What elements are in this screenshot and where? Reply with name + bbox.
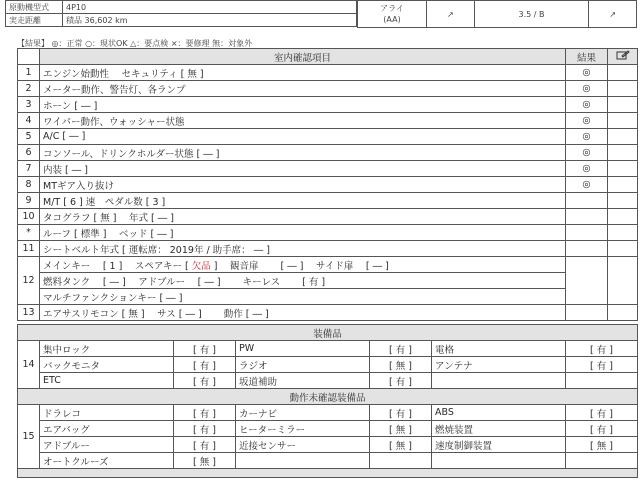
equipment-value: [ 有 ] [174, 357, 236, 373]
equipment-row [18, 453, 638, 469]
equipment-name [432, 453, 566, 469]
equipment-name: 燃焼装置 [432, 421, 566, 437]
equipment-row [18, 421, 638, 437]
equipment-table [17, 324, 638, 478]
check-result [566, 193, 608, 209]
equipment-row [18, 341, 638, 357]
equipment-name: オートクルーズ [40, 453, 174, 469]
row-number: 8 [18, 177, 40, 193]
equipment-value: [ 有 ] [174, 341, 236, 357]
alignment-sub: (AA) [383, 15, 401, 24]
check-item-text: コンソール、ドリンクホルダー状態 [ ― ] [40, 145, 566, 161]
equipment-name: PW [236, 341, 370, 357]
check-item-text: MTギア入り抜け [40, 177, 566, 193]
model-value: 4P10 [63, 1, 357, 14]
check-result: ◎ [566, 97, 608, 113]
equipment-row [18, 405, 638, 421]
result-header: 結果 [566, 49, 608, 65]
check-result: ◎ [566, 129, 608, 145]
check-result [566, 225, 608, 241]
check-row [18, 129, 638, 145]
row-number: 9 [18, 193, 40, 209]
equipment-value: [ 無 ] [370, 421, 432, 437]
equipment-name: エアバッグ [40, 421, 174, 437]
equipment-value [566, 453, 638, 469]
row-number: 14 [18, 341, 40, 389]
equipment-value: [ 有 ] [174, 373, 236, 389]
equipment-name: ABS [432, 405, 566, 421]
check-item-text: ルーフ [ 標準 ] ベッド [ ― ] [40, 225, 566, 241]
check-row [18, 193, 638, 209]
check-row [18, 177, 638, 193]
equipment-value: [ 有 ] [566, 421, 638, 437]
keys-line-3: マルチファンクションキー [ ― ] [40, 289, 566, 305]
alignment-label-cell [358, 1, 427, 28]
check-item-text: 内装 [ ― ] [40, 161, 566, 177]
check-result [566, 209, 608, 225]
check-result: ◎ [566, 177, 608, 193]
equipment-name: ドラレコ [40, 405, 174, 421]
mileage-label: 実走距離 [6, 14, 63, 27]
edit-icon [608, 49, 638, 65]
equipment-name [432, 373, 566, 389]
check-result: ◎ [566, 81, 608, 97]
alignment-table [357, 0, 637, 28]
check-row [18, 161, 638, 177]
row-number: 6 [18, 145, 40, 161]
keys-line-1 [40, 257, 566, 273]
model-label: 原動機型式 [6, 1, 63, 14]
equipment-name: ETC [40, 373, 174, 389]
equipment-value: [ 有 ] [174, 437, 236, 453]
row-number: 3 [18, 97, 40, 113]
row-number: 2 [18, 81, 40, 97]
check-row [18, 65, 638, 81]
equipment-value: [ 有 ] [174, 405, 236, 421]
keys-line-2: 燃料タンク [ ― ] アドブルー [ ― ] キーレス [ 有 ] [40, 273, 566, 289]
row-number: 5 [18, 129, 40, 145]
row-number: 12 [18, 257, 40, 305]
equipment-name: 坂道補助 [236, 373, 370, 389]
check-item-text: M/T [ 6 ] 速 ペダル数 [ 3 ] [40, 193, 566, 209]
alignment-mid: 3.5 / B [474, 1, 589, 28]
equipment-value: [ 有 ] [566, 357, 638, 373]
keys-text-a: メインキー [ 1 ] スペアキー [ [43, 260, 189, 272]
alignment-label: アライ [380, 4, 404, 13]
check-item-text: ワイパー動作、ウォッシャー状態 [40, 113, 566, 129]
row-number: 1 [18, 65, 40, 81]
check-result: ◎ [566, 161, 608, 177]
equipment-row [18, 373, 638, 389]
spare-key-missing: 欠品 [191, 260, 211, 272]
equipment-row [18, 357, 638, 373]
result-legend: 【結果】 ◎：正常 ○：現状OK △：要点検 ×：要修理 無：対象外 [17, 39, 253, 48]
equipment-value [566, 373, 638, 389]
check-item-text: タコグラフ [ 無 ] 年式 [ ― ] [40, 209, 566, 225]
check-item-text: エンジン始動性 セキュリティ [ 無 ] [40, 65, 566, 81]
row-number: 13 [18, 305, 40, 321]
equipment-name: アンテナ [432, 357, 566, 373]
interior-title: 室内確認項目 [40, 49, 566, 65]
check-item-text: シートベルト年式 [ 運転席： 2019年 / 助手席： ― ] [40, 241, 566, 257]
top-info-table [5, 0, 357, 27]
alignment-left: ↗ [427, 1, 475, 28]
check-result [566, 241, 608, 257]
equipment-value: [ 無 ] [566, 437, 638, 453]
interior-check-table [17, 48, 638, 321]
equipment-name: 速度制御装置 [432, 437, 566, 453]
equipment-name: ヒーターミラー [236, 421, 370, 437]
equipment-value: [ 有 ] [370, 405, 432, 421]
check-item-text: メーター動作、警告灯、各ランプ [40, 81, 566, 97]
row-number: 11 [18, 241, 40, 257]
equipment-value: [ 無 ] [174, 453, 236, 469]
check-row [18, 241, 638, 257]
check-row [18, 81, 638, 97]
equipment-value: [ 有 ] [566, 341, 638, 357]
row-number: * [18, 225, 40, 241]
check-row [18, 97, 638, 113]
alignment-right: ↗ [589, 1, 637, 28]
check-result: ◎ [566, 145, 608, 161]
check-result: ◎ [566, 113, 608, 129]
check-row [18, 225, 638, 241]
equipment-value: [ 有 ] [174, 421, 236, 437]
row-number: 7 [18, 161, 40, 177]
unverified-title: 動作未確認装備品 [18, 389, 638, 405]
check-item-text: A/C [ ― ] [40, 129, 566, 145]
equipment-name: バックモニタ [40, 357, 174, 373]
row-number: 4 [18, 113, 40, 129]
row-number: 10 [18, 209, 40, 225]
air-suspension-row: エアサスリモコン [ 無 ] サス [ ― ] 動作 [ ― ] [40, 305, 566, 321]
check-row [18, 113, 638, 129]
equipment-name: アドブルー [40, 437, 174, 453]
equipment-name: ラジオ [236, 357, 370, 373]
check-row [18, 209, 638, 225]
mileage-value: 積品 36,602 km [63, 14, 357, 27]
equipment-title: 装備品 [18, 325, 638, 341]
equipment-row [18, 437, 638, 453]
check-result: ◎ [566, 65, 608, 81]
equipment-value: [ 無 ] [370, 357, 432, 373]
equipment-name: 近接センサー [236, 437, 370, 453]
equipment-value: [ 有 ] [370, 341, 432, 357]
equipment-value: [ 有 ] [566, 405, 638, 421]
equipment-value [370, 453, 432, 469]
equipment-name: 電格 [432, 341, 566, 357]
equipment-name: 集中ロック [40, 341, 174, 357]
equipment-value: [ 有 ] [370, 373, 432, 389]
check-item-text: ホーン [ ― ] [40, 97, 566, 113]
check-row [18, 145, 638, 161]
row-number: 15 [18, 405, 40, 469]
keys-text-b: ] 観音扉 [ ― ] サイド扉 [ ― ] [213, 260, 389, 272]
equipment-name: カーナビ [236, 405, 370, 421]
equipment-value: [ 無 ] [370, 437, 432, 453]
equipment-name [236, 453, 370, 469]
